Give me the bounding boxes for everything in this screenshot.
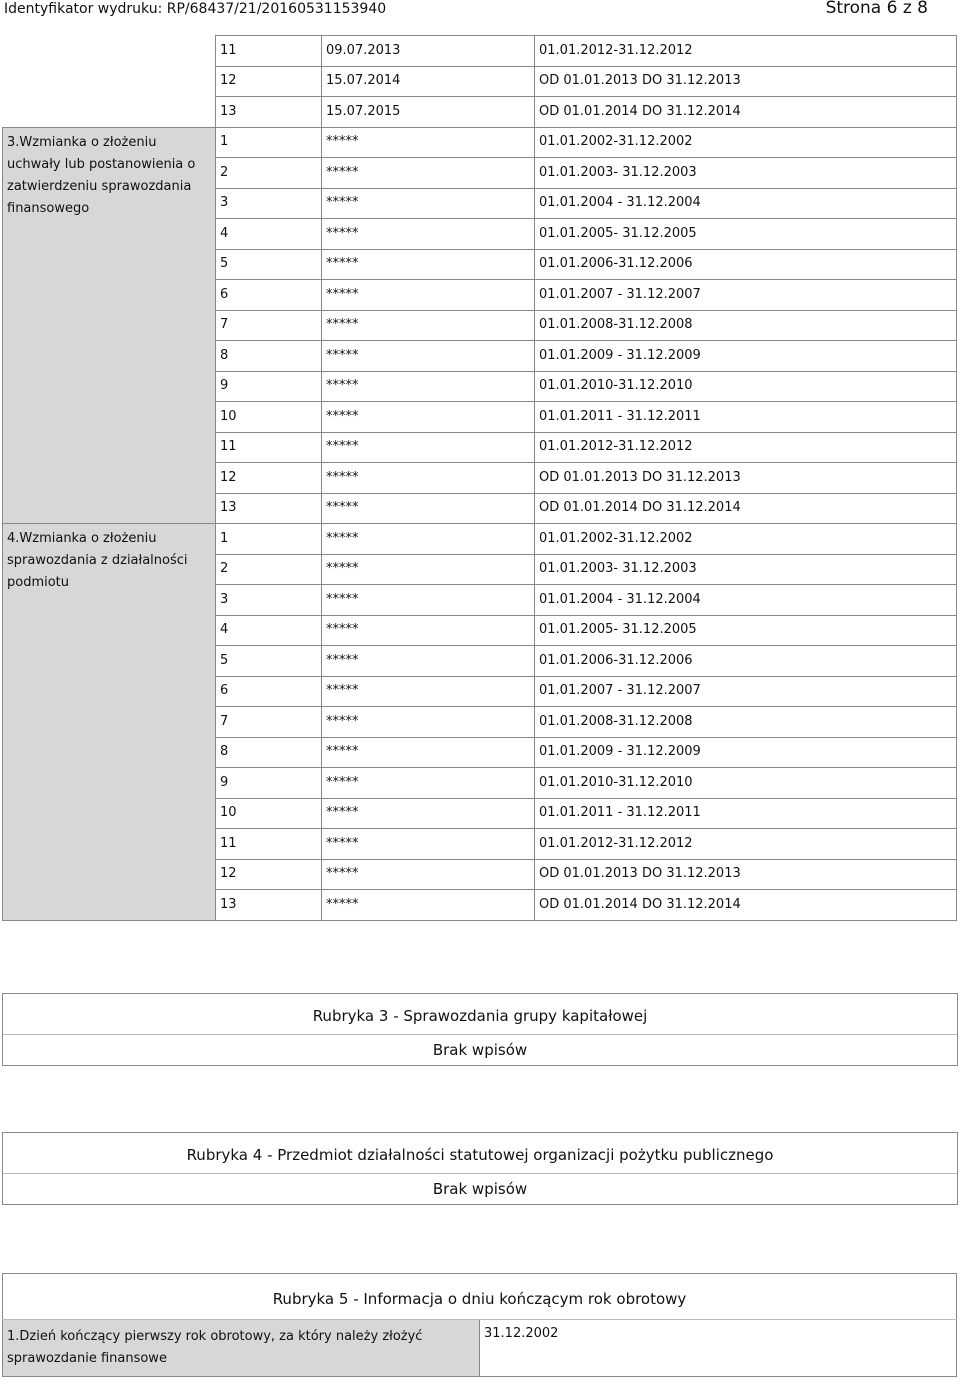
row-number: 11 — [216, 829, 322, 860]
row-period: 01.01.2003- 31.12.2003 — [535, 554, 957, 585]
row-date: ***** — [322, 798, 535, 829]
row-period: 01.01.2012-31.12.2012 — [535, 432, 957, 463]
row-number: 6 — [216, 280, 322, 311]
row-number: 2 — [216, 554, 322, 585]
rubryka-5-title: Rubryka 5 - Informacja o dniu kończącym rok obrotowy — [3, 1274, 957, 1320]
row-date: 15.07.2015 — [322, 97, 535, 128]
rubryka-5-table — [2, 1273, 957, 1377]
row-number: 11 — [216, 432, 322, 463]
rubryka-4-title: Rubryka 4 - Przedmiot działalności statutowej organizacji pożytku publicznego — [3, 1133, 957, 1174]
row-date: ***** — [322, 768, 535, 799]
row-number: 8 — [216, 737, 322, 768]
row-period: 01.01.2006-31.12.2006 — [535, 646, 957, 677]
row-number: 6 — [216, 676, 322, 707]
row-period: 01.01.2011 - 31.12.2011 — [535, 402, 957, 433]
rubryka-3-box — [2, 993, 958, 1066]
row-date: ***** — [322, 371, 535, 402]
row-number: 12 — [216, 859, 322, 890]
rubryka-4-box — [2, 1132, 958, 1205]
row-date: ***** — [322, 432, 535, 463]
row-period: OD 01.01.2014 DO 31.12.2014 — [535, 493, 957, 524]
row-date: ***** — [322, 463, 535, 494]
row-date: 09.07.2013 — [322, 36, 535, 67]
row-date: ***** — [322, 737, 535, 768]
row-number: 7 — [216, 707, 322, 738]
table-row — [3, 524, 957, 555]
rubryka-4-body: Brak wpisów — [432, 1180, 528, 1198]
row-period: 01.01.2008-31.12.2008 — [535, 707, 957, 738]
row-number: 9 — [216, 371, 322, 402]
row-date: ***** — [322, 341, 535, 372]
row-number: 9 — [216, 768, 322, 799]
row-number: 1 — [216, 524, 322, 555]
row-period: 01.01.2012-31.12.2012 — [535, 36, 957, 67]
section-label: 3.Wzmianka o złożeniu uchwały lub postanowienia o zatwierdzeniu sprawozdania finansowego — [3, 127, 216, 524]
row-date: ***** — [322, 676, 535, 707]
row-number: 1 — [216, 127, 322, 158]
rubryka-5-value: 31.12.2002 — [480, 1320, 957, 1377]
row-number: 3 — [216, 188, 322, 219]
row-number: 12 — [216, 66, 322, 97]
row-period: 01.01.2003- 31.12.2003 — [535, 158, 957, 189]
rubryka-5-label: 1.Dzień kończący pierwszy rok obrotowy, za który należy złożyć sprawozdanie finansowe — [3, 1320, 480, 1377]
row-date: ***** — [322, 585, 535, 616]
row-period: 01.01.2010-31.12.2010 — [535, 371, 957, 402]
page-number: Strona 6 z 8 — [825, 0, 928, 18]
row-period: OD 01.01.2013 DO 31.12.2013 — [535, 859, 957, 890]
row-number: 12 — [216, 463, 322, 494]
row-period: 01.01.2012-31.12.2012 — [535, 829, 957, 860]
row-number: 13 — [216, 97, 322, 128]
entries-table — [2, 35, 957, 921]
row-date: ***** — [322, 615, 535, 646]
row-period: 01.01.2008-31.12.2008 — [535, 310, 957, 341]
row-date: ***** — [322, 249, 535, 280]
row-number: 11 — [216, 36, 322, 67]
row-date: ***** — [322, 402, 535, 433]
row-date: ***** — [322, 219, 535, 250]
page-header — [0, 0, 960, 22]
row-date: ***** — [322, 127, 535, 158]
row-date: 15.07.2014 — [322, 66, 535, 97]
row-date: ***** — [322, 646, 535, 677]
row-date: ***** — [322, 859, 535, 890]
row-number: 10 — [216, 402, 322, 433]
table-row — [3, 127, 957, 158]
row-date: ***** — [322, 890, 535, 921]
row-number: 10 — [216, 798, 322, 829]
row-date: ***** — [322, 493, 535, 524]
rubryka-3-body: Brak wpisów — [432, 1041, 528, 1059]
rubryka-3-title: Rubryka 3 - Sprawozdania grupy kapitałowej — [3, 994, 957, 1035]
section-label — [3, 36, 216, 128]
row-number: 8 — [216, 341, 322, 372]
row-period: 01.01.2005- 31.12.2005 — [535, 615, 957, 646]
row-period: 01.01.2002-31.12.2002 — [535, 524, 957, 555]
row-period: OD 01.01.2013 DO 31.12.2013 — [535, 463, 957, 494]
row-number: 5 — [216, 249, 322, 280]
row-date: ***** — [322, 280, 535, 311]
row-period: 01.01.2007 - 31.12.2007 — [535, 280, 957, 311]
row-date: ***** — [322, 524, 535, 555]
row-number: 13 — [216, 493, 322, 524]
row-period: 01.01.2005- 31.12.2005 — [535, 219, 957, 250]
row-period: 01.01.2007 - 31.12.2007 — [535, 676, 957, 707]
row-period: 01.01.2006-31.12.2006 — [535, 249, 957, 280]
section-label: 4.Wzmianka o złożeniu sprawozdania z działalności podmiotu — [3, 524, 216, 921]
row-date: ***** — [322, 310, 535, 341]
row-period: 01.01.2009 - 31.12.2009 — [535, 341, 957, 372]
row-period: 01.01.2009 - 31.12.2009 — [535, 737, 957, 768]
row-number: 3 — [216, 585, 322, 616]
row-period: OD 01.01.2014 DO 31.12.2014 — [535, 97, 957, 128]
row-number: 4 — [216, 219, 322, 250]
row-period: 01.01.2004 - 31.12.2004 — [535, 188, 957, 219]
row-period: OD 01.01.2013 DO 31.12.2013 — [535, 66, 957, 97]
row-period: OD 01.01.2014 DO 31.12.2014 — [535, 890, 957, 921]
row-period: 01.01.2010-31.12.2010 — [535, 768, 957, 799]
row-number: 13 — [216, 890, 322, 921]
row-period: 01.01.2004 - 31.12.2004 — [535, 585, 957, 616]
row-number: 2 — [216, 158, 322, 189]
row-date: ***** — [322, 188, 535, 219]
row-number: 5 — [216, 646, 322, 677]
print-identifier: Identyfikator wydruku: RP/68437/21/20160531153940 — [4, 1, 387, 17]
row-number: 7 — [216, 310, 322, 341]
table-row — [3, 36, 957, 67]
row-date: ***** — [322, 158, 535, 189]
row-period: 01.01.2011 - 31.12.2011 — [535, 798, 957, 829]
row-date: ***** — [322, 554, 535, 585]
row-number: 4 — [216, 615, 322, 646]
row-period: 01.01.2002-31.12.2002 — [535, 127, 957, 158]
row-date: ***** — [322, 707, 535, 738]
row-date: ***** — [322, 829, 535, 860]
